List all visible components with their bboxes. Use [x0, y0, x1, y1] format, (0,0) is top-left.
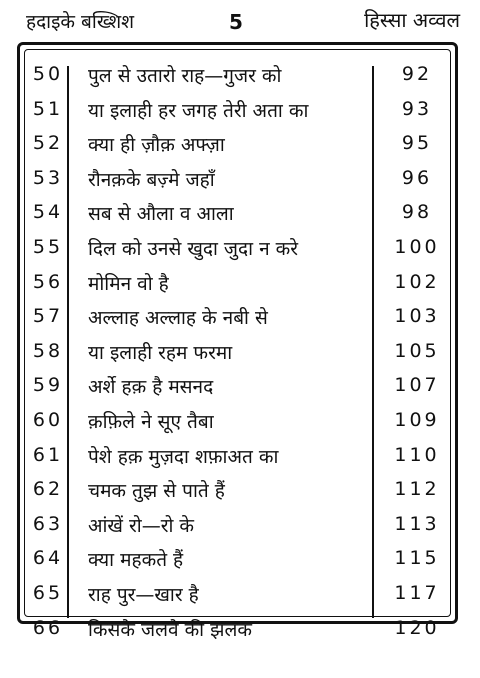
entry-number: 54 — [32, 201, 64, 224]
book-title: हदाइके बख्शिश — [26, 11, 135, 33]
entry-title: पुल से उतारो राह—गुजर को — [88, 65, 282, 87]
entry-title: या इलाही हर जगह तेरी अता का — [88, 99, 309, 122]
entry-page: 100 — [394, 235, 440, 258]
entry-title: रौनक़के बज़्मे जहाँ — [88, 168, 215, 191]
entry-number: 56 — [32, 270, 64, 293]
section-title: हिस्सा अव्वल — [364, 8, 460, 32]
entry-title: क्या ही ज़ौक़ अफ्ज़ा — [88, 134, 225, 157]
entry-title: क्या महकते हैं — [88, 549, 184, 572]
table-row — [20, 335, 456, 370]
entry-page: 115 — [394, 547, 440, 570]
entry-title: क़फ़िले ने सूए तैबा — [88, 410, 214, 433]
table-row — [20, 542, 456, 577]
entry-title: चमक तुझ से पाते हैं — [88, 480, 225, 503]
entry-title: आंखें रो—रो के — [88, 514, 195, 537]
entry-page: 93 — [401, 97, 433, 120]
entry-number: 58 — [32, 339, 64, 362]
entry-page: 95 — [401, 132, 433, 155]
entry-number: 64 — [32, 547, 64, 570]
table-row — [20, 58, 456, 93]
entry-number: 61 — [32, 443, 64, 466]
entry-number: 66 — [32, 616, 64, 639]
entry-page: 109 — [394, 408, 440, 431]
entry-title: पेशे हक़ मुज़दा शफ़ाअत का — [88, 445, 279, 468]
entry-number: 52 — [32, 132, 64, 155]
table-row — [20, 473, 456, 508]
entry-page: 92 — [401, 63, 433, 85]
entry-page: 96 — [401, 166, 433, 189]
entry-number: 51 — [32, 97, 64, 120]
entry-number: 57 — [32, 305, 64, 328]
table-row — [20, 612, 456, 647]
table-row — [20, 369, 456, 404]
page-header — [0, 0, 480, 44]
table-row — [20, 93, 456, 128]
entry-title: या इलाही रहम फरमा — [88, 341, 233, 364]
entry-page: 102 — [394, 270, 440, 293]
entry-page: 120 — [394, 616, 440, 639]
entry-number: 55 — [32, 235, 64, 258]
entry-title: राह पुर—खार है — [88, 583, 199, 606]
entry-page: 98 — [401, 201, 433, 224]
table-row — [20, 439, 456, 474]
page-number: 5 — [229, 10, 243, 34]
table-row — [20, 266, 456, 301]
table-row — [20, 196, 456, 231]
table-row — [20, 127, 456, 162]
table-row — [20, 300, 456, 335]
table-row — [20, 404, 456, 439]
entry-page: 105 — [394, 339, 440, 362]
table-row — [20, 508, 456, 543]
entry-page: 103 — [394, 305, 440, 328]
entry-title: मोमिन वो है — [88, 272, 169, 295]
entry-page: 110 — [394, 443, 440, 466]
entry-title: किसके जलवे की झलक — [88, 618, 252, 641]
table-row — [20, 231, 456, 266]
entry-page: 107 — [394, 374, 440, 397]
entry-number: 63 — [32, 512, 64, 535]
entry-number: 62 — [32, 478, 64, 501]
entry-title: अल्लाह अल्लाह के नबी से — [88, 307, 268, 330]
entry-number: 53 — [32, 166, 64, 189]
table-row — [20, 577, 456, 612]
entry-page: 112 — [394, 478, 440, 501]
contents-table — [20, 58, 456, 646]
table-row — [20, 162, 456, 197]
entry-page: 117 — [394, 581, 440, 604]
entry-title: दिल को उनसे खुदा जुदा न करे — [88, 237, 299, 260]
entry-page: 113 — [394, 512, 440, 535]
entry-number: 59 — [32, 374, 64, 397]
entry-number: 50 — [32, 63, 64, 85]
entry-title: सब से औला व आला — [88, 203, 234, 226]
entry-number: 65 — [32, 581, 64, 604]
entry-number: 60 — [32, 408, 64, 431]
entry-title: अर्शे हक़ है मसनद — [88, 376, 214, 399]
